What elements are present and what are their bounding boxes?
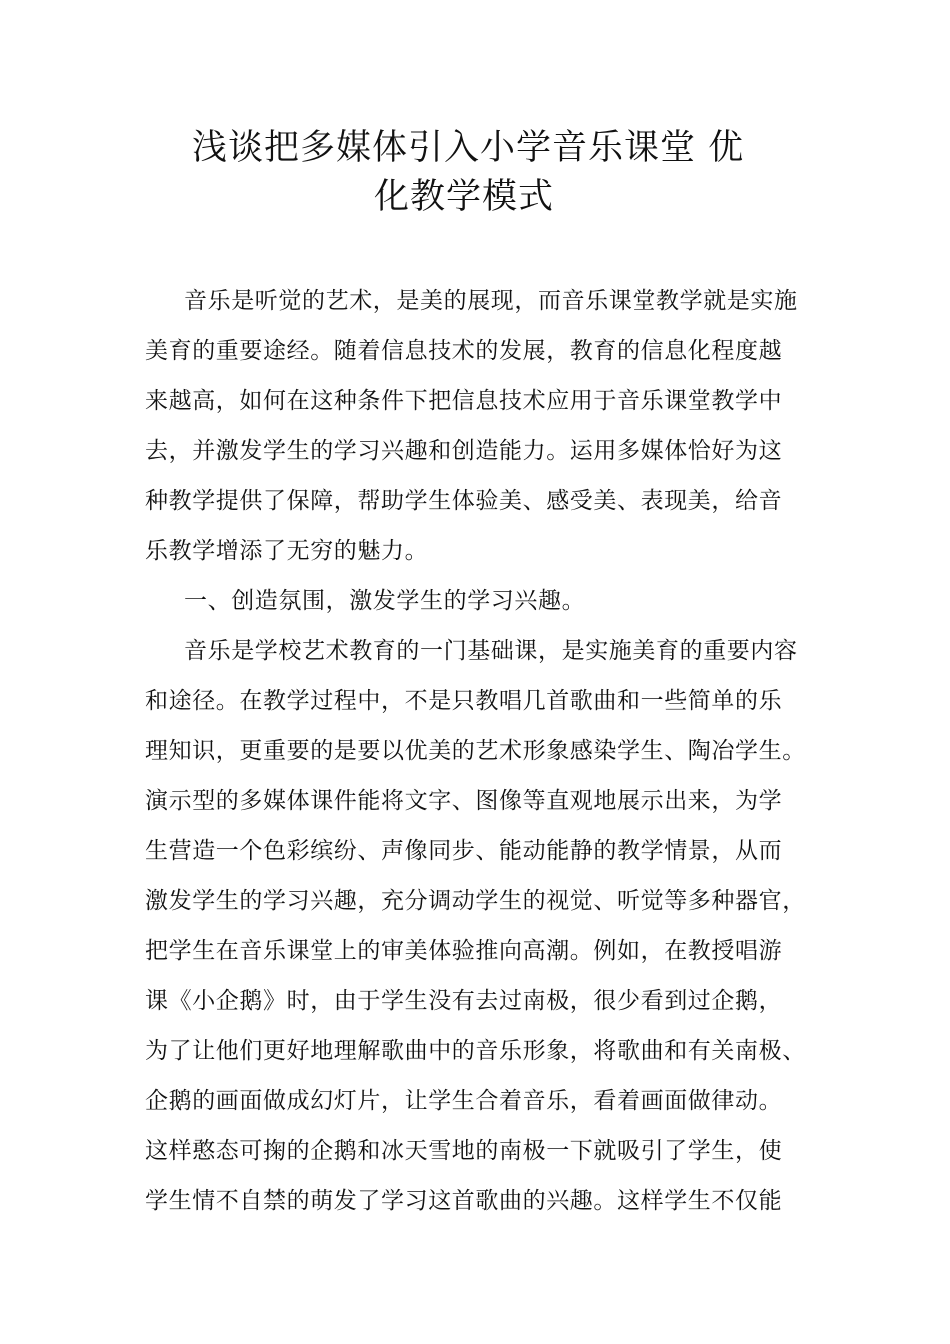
paragraph-line: 种教学提供了保障，帮助学生体验美、感受美、表现美，给音 <box>145 488 783 514</box>
paragraph-line: 企鹅的画面做成幻灯片，让学生合着音乐，看着画面做律动。 <box>145 1088 783 1114</box>
title-line-2: 化教学模式 <box>374 177 555 217</box>
paragraph-line: 演示型的多媒体课件能将文字、图像等直观地展示出来，为学 <box>145 788 783 814</box>
paragraph-line: 课《小企鹅》时，由于学生没有去过南极，很少看到过企鹅， <box>145 988 783 1014</box>
document-title <box>176 124 816 222</box>
paragraph-line: 去，并激发学生的学习兴趣和创造能力。运用多媒体恰好为这 <box>145 438 783 464</box>
paragraph-line: 乐教学增添了无穷的魅力。 <box>145 538 429 564</box>
paragraph-line: 和途径。在教学过程中，不是只教唱几首歌曲和一些简单的乐 <box>145 688 783 714</box>
paragraph-line: 理知识，更重要的是要以优美的艺术形象感染学生、陶冶学生。 <box>145 738 806 764</box>
paragraph-line: 来越高，如何在这种条件下把信息技术应用于音乐课堂教学中 <box>145 388 783 414</box>
paragraph-line: 生营造一个色彩缤纷、声像同步、能动能静的教学情景，从而 <box>145 838 783 864</box>
paragraph-line: 音乐是学校艺术教育的一门基础课，是实施美育的重要内容 <box>184 638 798 664</box>
paragraph-line: 把学生在音乐课堂上的审美体验推向高潮。例如，在教授唱游 <box>145 938 783 964</box>
section-heading: 一、创造氛围，激发学生的学习兴趣。 <box>184 588 586 614</box>
paragraph-line: 这样憨态可掬的企鹅和冰天雪地的南极一下就吸引了学生，使 <box>145 1138 783 1164</box>
title-line-1: 浅谈把多媒体引入小学音乐课堂 优 <box>192 128 745 168</box>
paragraph-line: 音乐是听觉的艺术，是美的展现，而音乐课堂教学就是实施 <box>184 288 798 314</box>
paragraph-line: 为了让他们更好地理解歌曲中的音乐形象，将歌曲和有关南极、 <box>145 1038 806 1064</box>
paragraph-line: 美育的重要途经。随着信息技术的发展，教育的信息化程度越 <box>145 338 783 364</box>
paragraph-line: 激发学生的学习兴趣，充分调动学生的视觉、听觉等多种器官， <box>145 888 806 914</box>
paragraph-line: 学生情不自禁的萌发了学习这首歌曲的兴趣。这样学生不仅能 <box>145 1188 783 1214</box>
